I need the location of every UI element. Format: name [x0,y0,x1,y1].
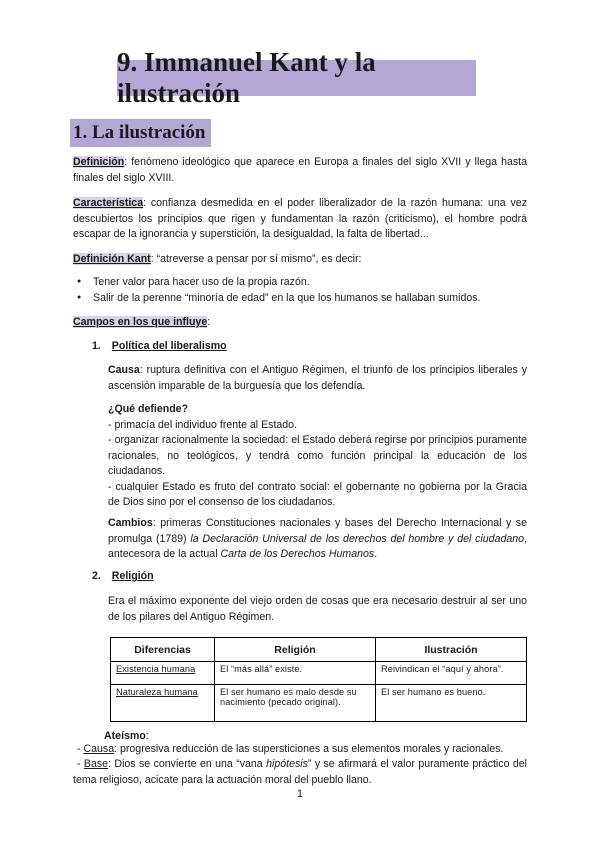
definition-label: Definición [73,156,125,168]
ateismo-base-label: Base [83,758,109,770]
ateismo-base-text-1: : Dios se convierte en una “vana [108,758,267,770]
table-cell: El ser humano es bueno. [376,685,527,722]
item-1-heading [92,340,227,352]
campos-heading [73,315,527,331]
defiende-title: ¿Qué defiende? [108,403,189,415]
definition-paragraph [73,155,527,186]
characteristic-paragraph [73,196,527,243]
document-title: 9. Immanuel Kant y la ilustración [117,60,476,96]
item-1-number: 1. [92,340,101,352]
kant-definition-label: Definición Kant [73,253,151,265]
characteristic-text: : confianza desmedida en el poder liberalizador de la razón humana: una vez descubiertos los principios que rigen y fundamentan la razón (criticismo), el hombre podrá escapar de la ignorancia y superstición, la desigualdad, la falta de libertad... [73,197,527,240]
ateismo-causa-text: : progresiva reducción de las supersticiones a sus elementos morales y racionales. [114,743,504,755]
ateismo-causa-label: Causa [83,743,115,755]
causa-paragraph [108,363,527,394]
cambios-paragraph [108,516,527,563]
table-header: Religión [215,638,376,662]
table-cell: El “más allá” existe. [215,662,376,685]
religion-paragraph: Era el máximo exponente del viejo orden de cosas que era necesario destruir al ser uno de los pilares del Antiguo Régimen. [108,595,527,623]
kant-bullet-list [73,274,527,306]
list-item: ● Tener valor para hacer uso de la propia razón. [73,274,527,290]
item-2-number: 2. [92,570,101,582]
cambios-italic-1: la Declaración Universal de los derechos del hombre y del ciudadano [190,532,525,545]
ateismo-base-text-2: ” y se afirmará el valor puramente práctico del tema religioso, acicate para la actuación moral del pueblo llano. [73,758,527,786]
item-2-heading [92,570,154,582]
cambios-italic-2: Carta de los Derechos Humanos [220,548,375,560]
characteristic-label: Característica [73,197,144,209]
table-row [111,662,527,685]
cambios-label: Cambios [108,517,153,529]
item-2-title: Religión [111,570,154,582]
cambios-text-2: , antecesora de la actual [108,532,527,560]
table-cell: El ser humano es malo desde su nacimiento (pecado original). [215,685,376,722]
ateismo-causa-line [73,742,527,758]
table-header-row [111,638,527,662]
ateismo-base-italic: hipótesis [266,758,308,770]
ateismo-colon: : [145,730,149,742]
defiende-line-1: - primacía del individuo frente al Estado. [108,418,298,431]
definition-text: : fenómeno ideológico que aparece en Europa a finales del siglo XVII y llega hasta finales del siglo XVIII. [73,156,527,184]
defiende-line-2: - organizar racionalmente la sociedad: el Estado deberá regirse por principios puramente racionales, no teológicos, y tendrá como función principal la educación de los ciudadanos. [108,434,527,477]
list-item: ● Salir de la perenne “minoría de edad” en la que los humanos se hallaban sumidos. [73,290,527,306]
causa-label: Causa [108,364,140,376]
item-1-title: Política del liberalismo [111,340,227,352]
table-header: Diferencias [111,638,215,662]
defiende-block [108,402,527,511]
campos-colon: : [207,316,211,328]
differences-table [110,637,527,722]
table-row [111,685,527,722]
ateismo-base-line [73,757,527,788]
table-cell: Existencia humana [111,662,215,685]
defiende-line-3: - cualquier Estado es fruto del contrato social: el gobernante no gobierna por la Gracia de Dios sino por el consenso de los ciudadanos. [108,480,527,508]
cambios-text-3: . [374,548,378,560]
table-cell: Reivindican el “aquí y ahora”. [376,662,527,685]
section-heading: 1. La ilustración [70,119,211,147]
ateismo-base-dash: - [77,758,84,770]
table-cell: Naturaleza humana [111,685,215,722]
campos-label: Campos en los que influye [73,316,208,328]
ateismo-label: Ateísmo [104,730,146,742]
kant-definition-text: : “atreverse a pensar por sí mismo”, es decir: [150,253,362,265]
kant-definition-paragraph [73,252,527,268]
cambios-text-1: : primeras Constituciones nacionales y bases del Derecho Internacional y se promulga (1789) [108,517,527,545]
ateismo-causa-dash: - [77,743,84,755]
table-header: Ilustración [376,638,527,662]
page-number: 1 [297,788,303,800]
causa-text: : ruptura definitiva con el Antiguo Régimen, el triunfo de los principios liberales y ascensión imparable de la burguesía que los defendía. [108,364,527,392]
